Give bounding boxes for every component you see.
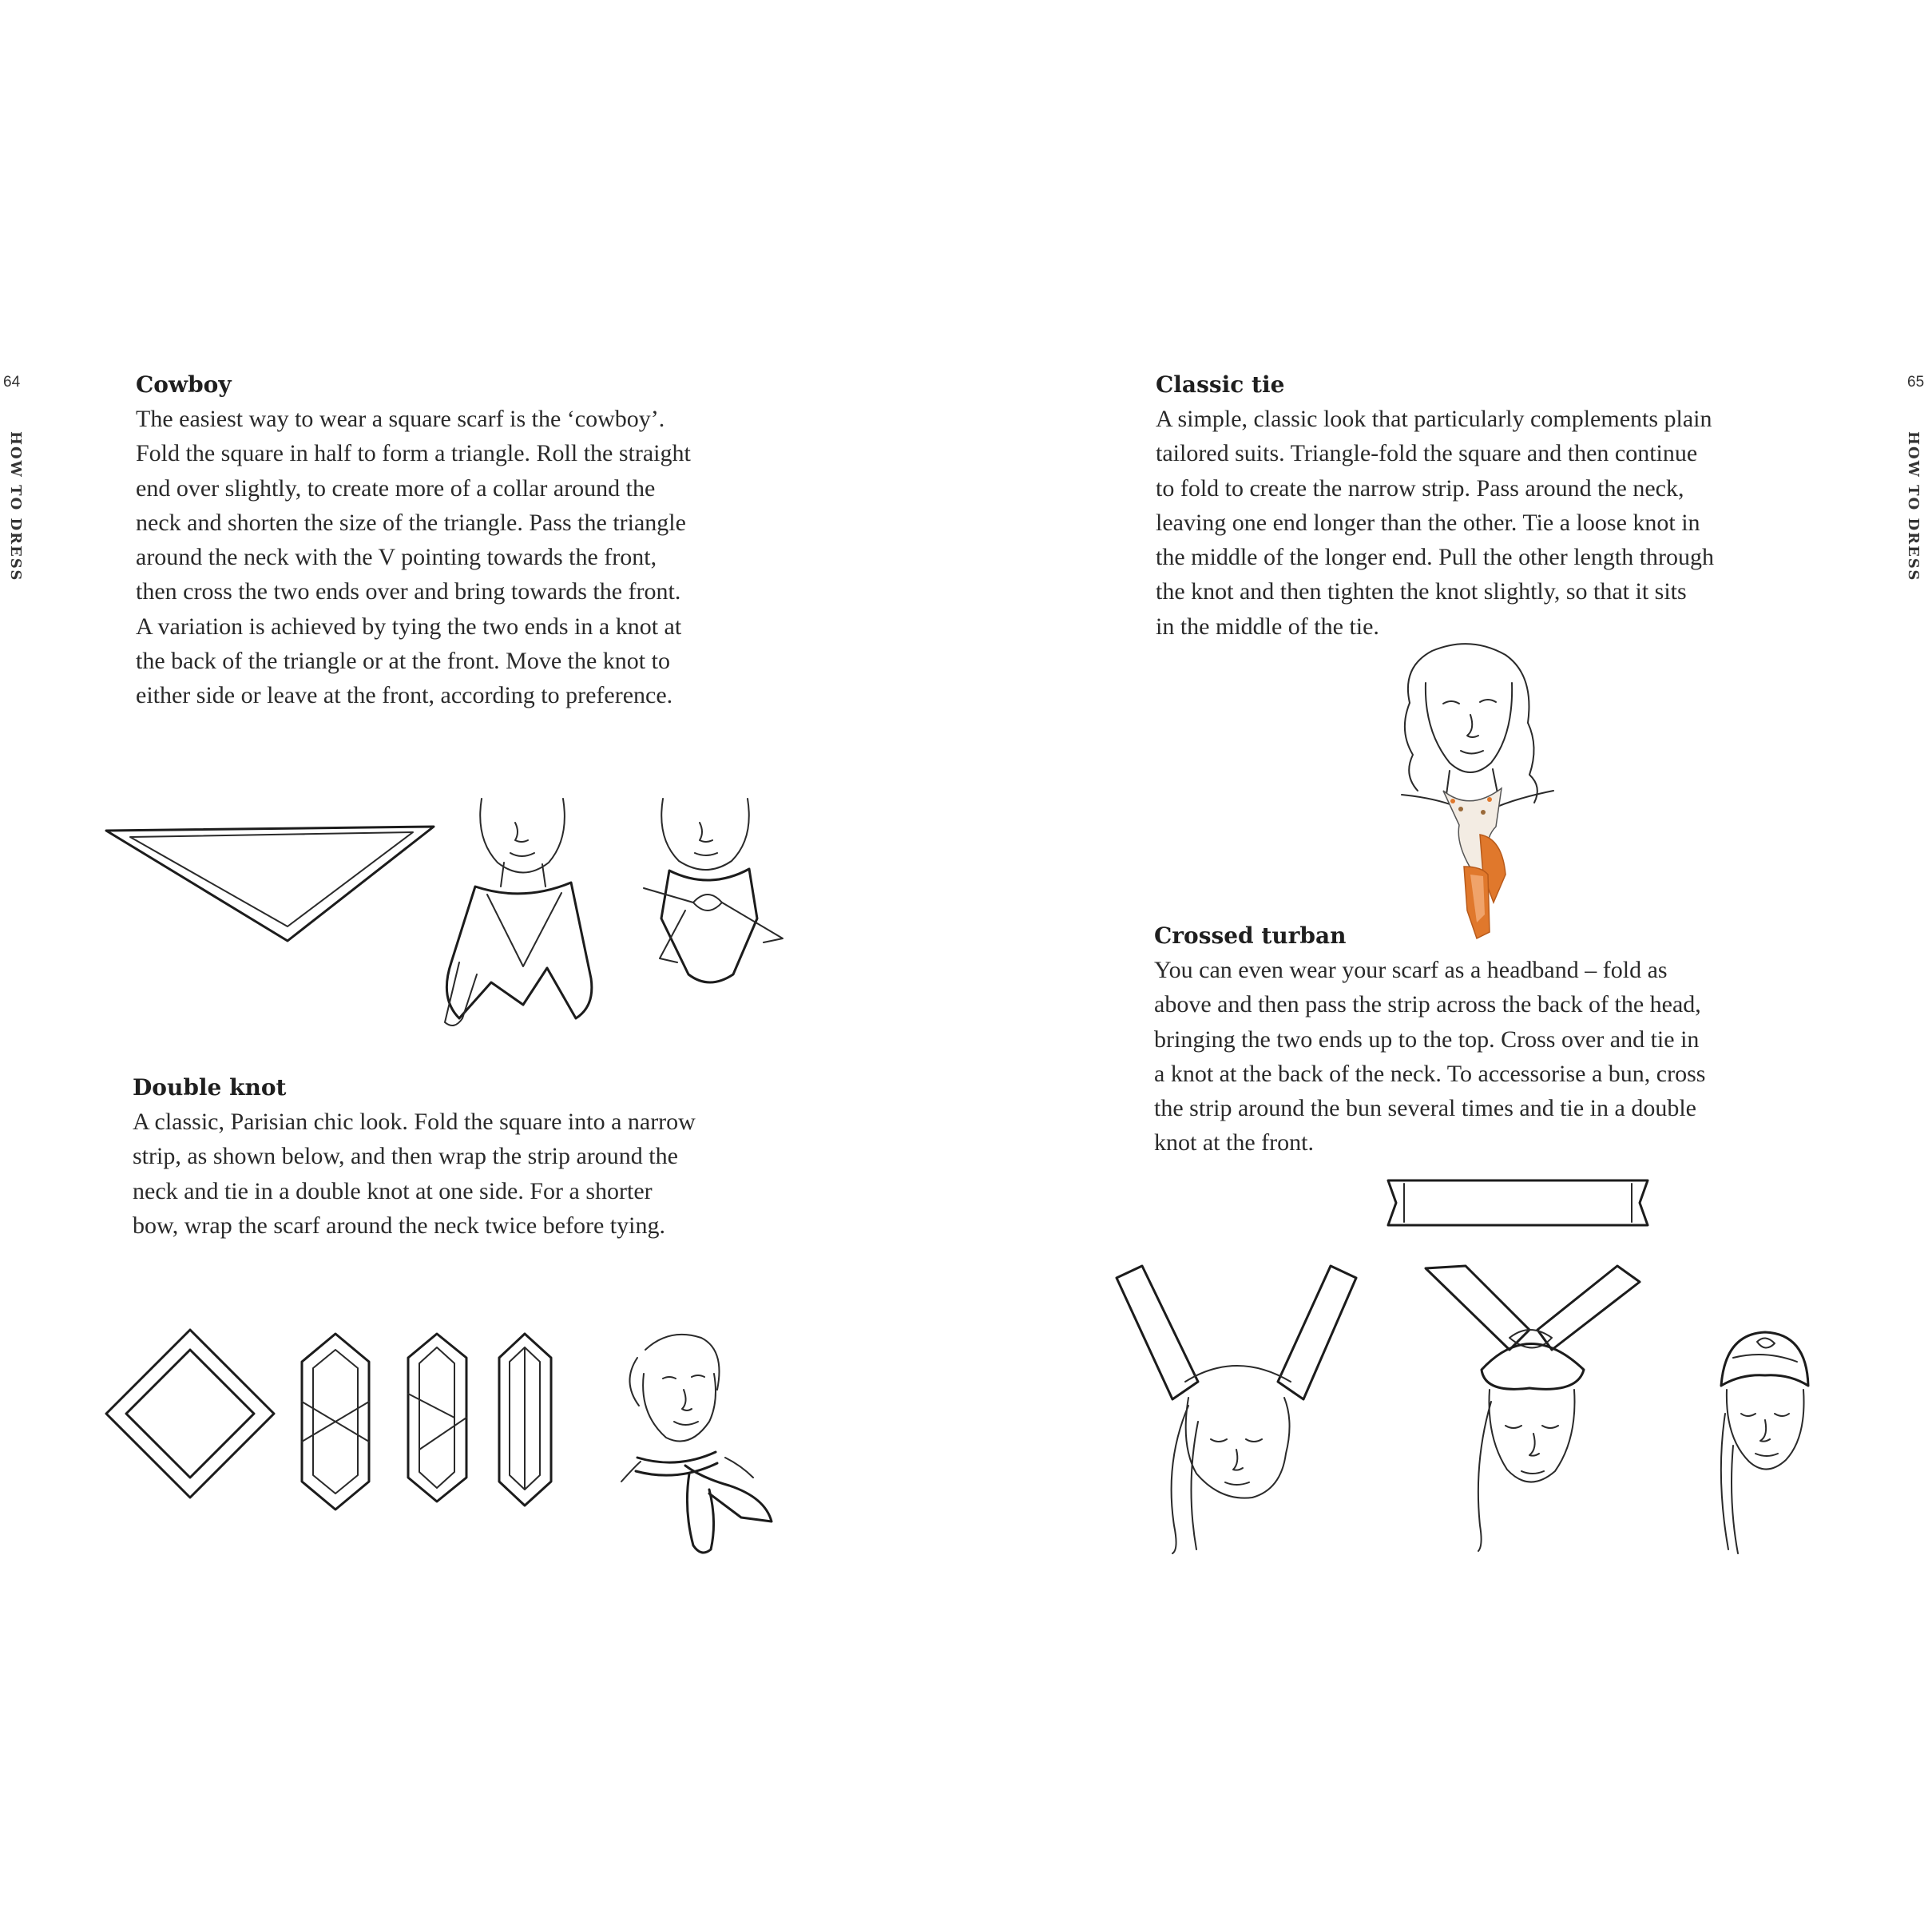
text-line: tailored suits. Triangle-fold the square and then continue (1156, 440, 1698, 467)
classic-tie-woman-illustration (1394, 635, 1561, 942)
text-line: either side or leave at the front, according to preference. (136, 682, 673, 709)
text-line: bringing the two ends up to the top. Cross over and tie in (1154, 1026, 1700, 1053)
classic-tie-heading: Classic tie (1156, 371, 1285, 398)
cowboy-body (136, 402, 807, 713)
running-head-right: HOW TO DRESS (1905, 431, 1922, 582)
turban-step-3-illustration (1709, 1326, 1821, 1557)
crossed-turban-section (1154, 918, 1825, 1160)
fold-step-2-illustration (403, 1330, 471, 1506)
text-line: the strip around the bun several times and tie in a double (1154, 1095, 1696, 1122)
text-line: The easiest way to wear a square scarf is the ‘cowboy’. (136, 406, 665, 432)
page-number-left: 64 (3, 374, 21, 391)
text-line: Fold the square in half to form a triangle. Roll the straight (136, 440, 691, 467)
text-line: around the neck with the V pointing towards the front, (136, 544, 657, 571)
text-line: bow, wrap the scarf around the neck twice before tying. (133, 1212, 665, 1239)
text-line: end over slightly, to create more of a collar around the (136, 474, 656, 502)
double-knot-section (133, 1070, 803, 1243)
cowboy-section (136, 367, 807, 713)
text-line: to fold to create the narrow strip. Pass around the neck, (1156, 474, 1684, 502)
text-line: strip, as shown below, and then wrap the strip around the (133, 1143, 678, 1170)
square-scarf-illustration (102, 1326, 278, 1502)
cowboy-heading: Cowboy (136, 371, 232, 398)
fold-step-1-illustration (296, 1330, 375, 1513)
running-head-left: HOW TO DRESS (7, 431, 24, 582)
text-line: A variation is achieved by tying the two ends in a knot at (136, 613, 682, 640)
classic-tie-body (1156, 402, 1827, 644)
classic-tie-section (1156, 367, 1827, 644)
text-line: the middle of the longer end. Pull the other length through (1156, 544, 1715, 571)
text-line: the back of the triangle or at the front. Move the knot to (136, 648, 670, 675)
text-line: neck and tie in a double knot at one side. For a shorter (133, 1177, 653, 1204)
text-line: A classic, Parisian chic look. Fold the square into a narrow (133, 1109, 696, 1135)
text-line: A simple, classic look that particularly complements plain (1156, 406, 1712, 432)
text-line: a knot at the back of the neck. To accessorise a bun, cross (1154, 1060, 1706, 1087)
text-line: in the middle of the tie. (1156, 613, 1379, 640)
text-line: neck and shorten the size of the triangle. Pass the triangle (136, 509, 686, 536)
folded-strip-illustration (1380, 1174, 1656, 1232)
cowboy-triangle-illustration (100, 815, 443, 950)
double-knot-body (133, 1105, 803, 1243)
fold-step-3-illustration (495, 1330, 555, 1509)
text-line: above and then pass the strip across the back of the head, (1154, 991, 1701, 1018)
crossed-turban-body (1154, 953, 1825, 1160)
turban-step-2-illustration (1418, 1262, 1649, 1557)
text-line: leaving one end longer than the other. Tie a loose knot in (1156, 509, 1700, 536)
text-line: then cross the two ends over and bring towards the front. (136, 578, 681, 605)
double-knot-heading: Double knot (133, 1074, 287, 1101)
turban-step-1-illustration (1109, 1262, 1364, 1557)
text-line: You can even wear your scarf as a headband – fold as (1154, 957, 1668, 983)
cowboy-front-illustration (427, 791, 619, 1030)
page-number-right: 65 (1907, 374, 1925, 391)
text-line: knot at the front. (1154, 1129, 1314, 1156)
crossed-turban-heading: Crossed turban (1154, 922, 1347, 949)
double-knot-woman-illustration (589, 1326, 781, 1565)
text-line: the knot and then tighten the knot slightly, so that it sits (1156, 578, 1687, 605)
cowboy-knot-illustration (637, 791, 789, 1006)
